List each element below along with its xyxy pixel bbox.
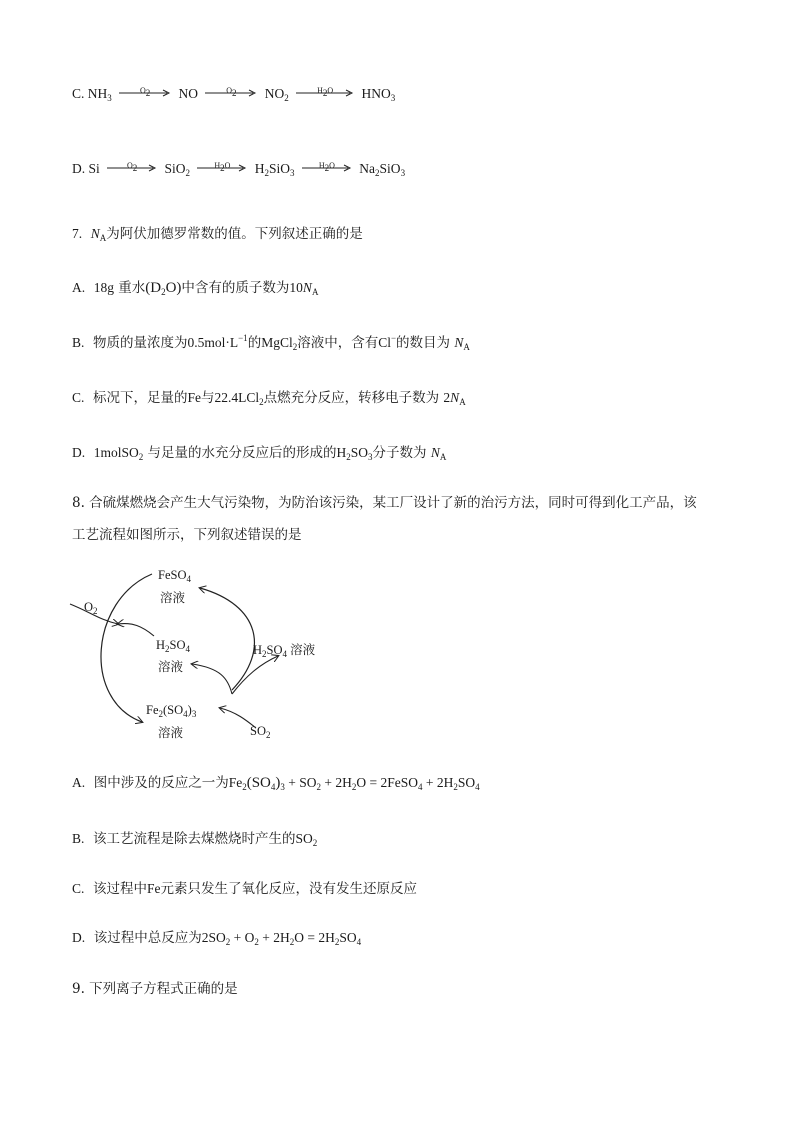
feso4-label: FeSO$_4$ — [158, 568, 191, 584]
feso4-solution-label: 溶液 — [160, 591, 186, 605]
question-7-option-a[interactable]: A. 18g 重水$(D_2O)$中含有的质子数为$10N_A$ — [72, 280, 319, 297]
fe2so43-label: $Fe_2(SO_4)_3$ — [146, 703, 197, 719]
h2so4-output-label: $H_2SO_4$ 溶液 — [253, 643, 316, 659]
arc-left — [101, 574, 152, 722]
arc-right — [200, 588, 254, 690]
question-7-stem: 7. $N_A$为阿伏加德罗常数的值。下列叙述正确的是 — [72, 226, 363, 243]
option-c-chain: C. $NH_3$ $O_2$ NO $O_2$ $NO_2$ $H_2O$ $HNO_3$ — [72, 86, 396, 103]
reaction-arrow: $H_2O$ — [302, 159, 352, 179]
question-8-option-d[interactable]: D. 该过程中总反应为$2SO_2 + O_2 + 2H_2O = 2H_2SO_4$ — [72, 930, 362, 947]
question-7-option-b[interactable]: B. 物质的量浓度为$0.5mol\cdot L^{-1}$的MgCl$_2$溶液中，含有Cl−的数目为 $N_A$ — [72, 333, 470, 352]
h2so4-left-solution-label: 溶液 — [158, 660, 184, 674]
o2-label: $O_2$ — [84, 600, 98, 616]
fe2so43-solution-label: 溶液 — [158, 726, 184, 740]
to-h2so4-solution-arrow — [192, 664, 232, 694]
reaction-arrow: $H_2O$ — [197, 159, 247, 179]
process-flow-diagram — [60, 560, 360, 750]
question-8-option-c[interactable]: C. 该过程中Fe元素只发生了氧化反应，没有发生还原反应 — [72, 881, 417, 897]
h2so4-left-label: $H_2SO_4$ — [156, 638, 191, 654]
h2so4-arrow — [118, 624, 154, 637]
question-7-option-c[interactable]: C. 标况下，足量的Fe与22.4LCl$_2$点燃充分反应，转移电子数为 $2N_A$ — [72, 390, 466, 407]
reaction-arrow: $O_2$ — [205, 84, 257, 104]
so2-label: $SO_2$ — [250, 724, 271, 740]
reaction-arrow: $O_2$ — [107, 159, 157, 179]
reaction-arrow: $H_2O$ — [296, 84, 354, 104]
question-8-option-b[interactable]: B. 该工艺流程是除去煤燃烧时产生的$SO_2$ — [72, 831, 318, 848]
question-8-option-a[interactable]: A. 图中涉及的反应之一为$Fe_2(SO_4)_3 + SO_2 + 2H_2O$ = 2FeSO$_4$ + $2H_2SO_4$ — [72, 775, 480, 792]
question-8-stem: 8. 合硫煤燃烧会产生大气污染物，为防治该污染，某工厂设计了新的治污方法，同时可得到化工产品，该 工艺流程如图所示，下列叙述错误的是 — [72, 495, 697, 543]
question-9-stem: 9. 下列离子方程式正确的是 — [72, 981, 238, 997]
question-7-option-d[interactable]: D. 1molSO$_2$ 与足量的水充分反应后的形成的$H_2SO_3$分子数为 $N_A$ — [72, 445, 447, 462]
option-d-chain: D. Si $O_2$ SiO$_2$ $H_2O$ $H_2SiO_3$ $H_2O$ $Na_2SiO_3$ — [72, 161, 406, 178]
to-h2so4-output-arrow — [232, 656, 278, 694]
reaction-arrow: $O_2$ — [119, 84, 171, 104]
